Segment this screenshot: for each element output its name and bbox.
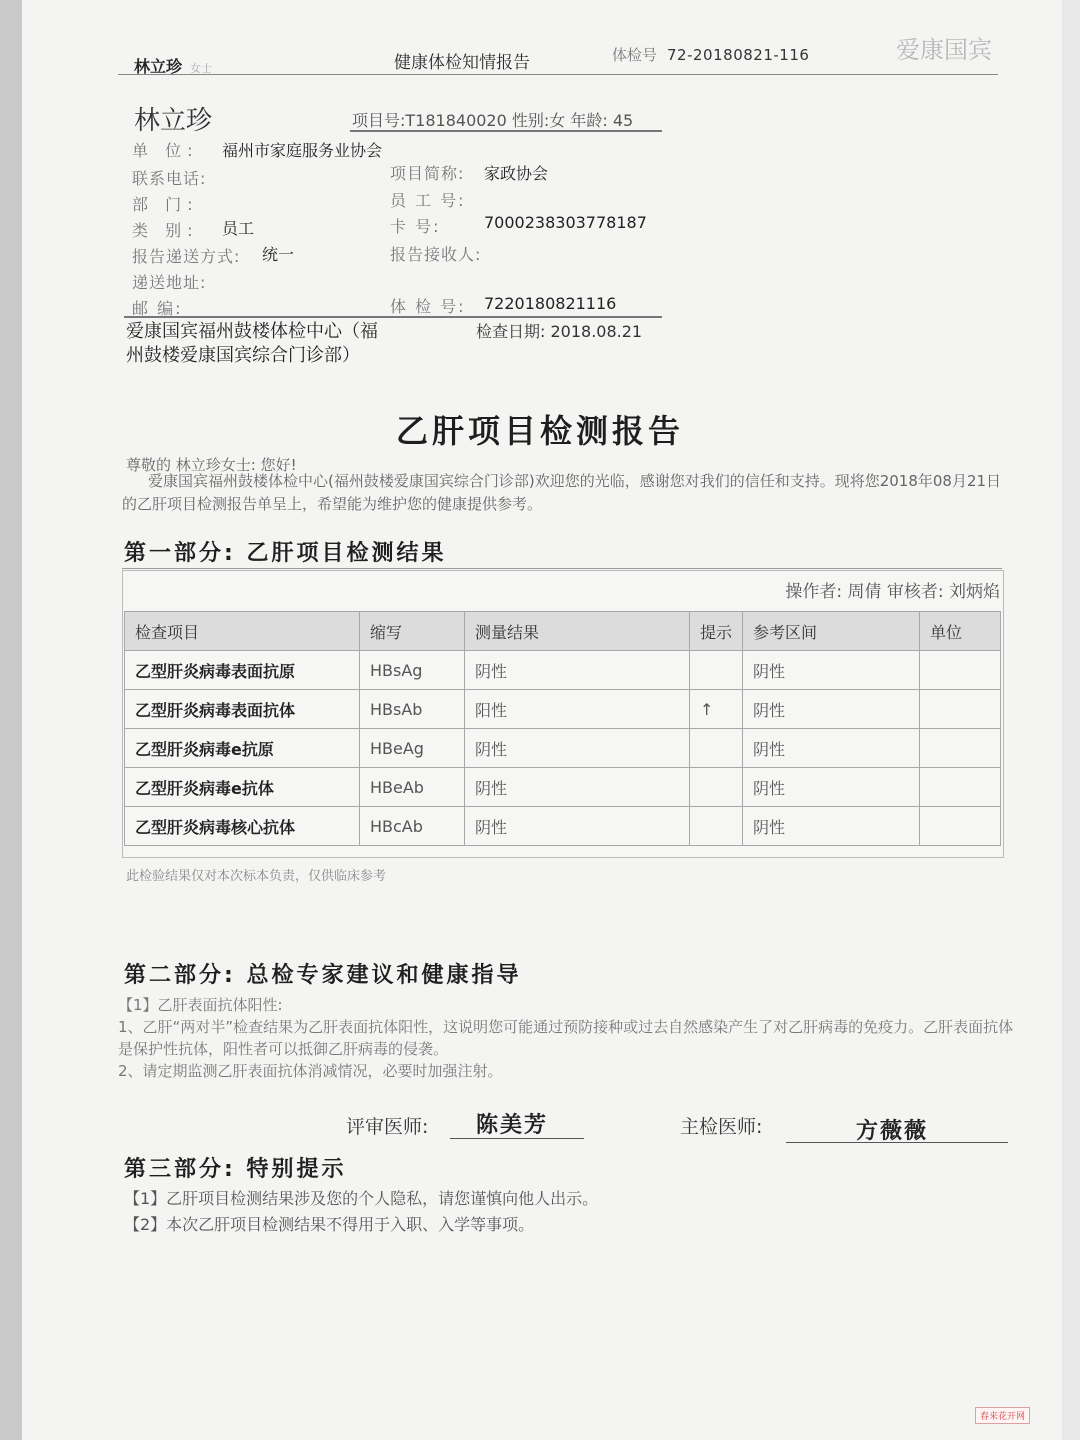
project-abbr-value: 家政协会 [484,164,549,183]
reviewer-label: 评审医师: [346,1116,429,1138]
col-header-hint: 提示 [690,612,743,651]
tip-1: 【1】乙肝项目检测结果涉及您的个人隐私，请您谨慎向他人出示。 [124,1189,599,1208]
chief-signature: 方薇薇 [856,1118,929,1144]
receiver-label: 报告接收人: [390,245,482,264]
cell-unit [920,690,1001,729]
cell-abbr: HBsAg [360,651,465,690]
cell-item: 乙型肝炎病毒核心抗体 [125,807,360,846]
cell-range: 阴性 [743,651,920,690]
report-title: 乙肝项目检测报告 [395,412,684,450]
part3-title: 第三部分: 特别提示 [124,1157,347,1182]
exam-no-value: 7220180821116 [484,294,617,313]
cell-result: 阴性 [465,729,690,768]
cell-range: 阴性 [743,807,920,846]
card-label: 卡 号: [390,217,441,236]
unit-value: 福州市家庭服务业协会 [222,141,383,160]
card-value: 7000238303778187 [484,213,647,232]
cell-hint: ↑ [690,690,743,729]
table-row [125,690,1001,729]
table-row [125,807,1001,846]
cell-unit [920,651,1001,690]
staff-no-label: 员 工 号: [390,191,466,210]
header-title: 健康体检知情报告 [394,53,530,73]
profile-divider-top [350,130,662,132]
advice-paragraph-2: 2、请定期监测乙肝表面抗体消减情况，必要时加强注射。 [118,1062,503,1080]
part2-title: 第二部分: 总检专家建议和健康指导 [124,963,522,988]
cell-abbr: HBeAg [360,729,465,768]
phone-label: 联系电话: [132,169,207,188]
exam-center: 爱康国宾福州鼓楼体检中心（福州鼓楼爱康国宾综合门诊部） [126,321,378,366]
header-patient-name: 林立珍 女士 [134,57,213,76]
cell-item: 乙型肝炎病毒e抗原 [125,729,360,768]
cell-unit [920,729,1001,768]
cell-range: 阴性 [743,768,920,807]
address-label: 递送地址: [132,273,207,292]
brand-logo: 爱康国宾 [896,36,992,64]
cell-hint [690,651,743,690]
part1-title: 第一部分: 乙肝项目检测结果 [124,541,447,566]
col-header-result: 测量结果 [465,612,690,651]
cell-unit [920,768,1001,807]
project-line: 项目号:T181840020 性别:女 年龄: 45 [352,111,634,130]
intro-paragraph: 爱康国宾福州鼓楼体检中心(福州鼓楼爱康国宾综合门诊部)欢迎您的光临，感谢您对我们的信任和支持。现将您2018年08月21日的乙肝项目检测报告单呈上，希望能为维护您的健康提供参考。 [122,472,1002,513]
header-name-suffix: 女士 [190,62,213,75]
cell-range: 阴性 [743,690,920,729]
cell-result: 阴性 [465,651,690,690]
exam-no-label: 体 检 号: [390,297,466,316]
cell-result: 阴性 [465,768,690,807]
table-row [125,729,1001,768]
category-value: 员工 [222,219,255,238]
col-header-abbr: 缩写 [360,612,465,651]
cell-hint [690,807,743,846]
operator-reviewer: 操作者: 周倩 审核者: 刘炳焰 [785,582,1000,602]
advice-heading: 【1】乙肝表面抗体阳性: [118,996,283,1014]
reviewer-sign-line [450,1138,584,1139]
greeting: 尊敬的 林立珍女士: 您好! [126,456,297,474]
project-abbr-label: 项目简称: [390,164,465,183]
chief-sign-line [786,1142,1008,1143]
cell-abbr: HBcAb [360,807,465,846]
results-footnote: 此检验结果仅对本次标本负责，仅供临床参考 [126,869,387,884]
table-row [125,651,1001,690]
site-watermark: 春来花开网 [975,1407,1030,1424]
chief-label: 主检医师: [680,1116,763,1138]
cell-item: 乙型肝炎病毒e抗体 [125,768,360,807]
table-row [125,768,1001,807]
cell-result: 阳性 [465,690,690,729]
patient-name: 林立珍 [134,106,213,136]
header-divider [118,74,998,75]
cell-item: 乙型肝炎病毒表面抗原 [125,651,360,690]
tip-2: 【2】本次乙肝项目检测结果不得用于入职、入学等事项。 [124,1215,535,1234]
category-label: 类 别: [132,221,199,240]
cell-abbr: HBeAb [360,768,465,807]
exam-date: 检查日期: 2018.08.21 [476,322,643,341]
col-header-unit: 单位 [920,612,1001,651]
cell-abbr: HBsAb [360,690,465,729]
cell-hint [690,768,743,807]
cell-result: 阴性 [465,807,690,846]
cell-unit [920,807,1001,846]
part1-rule [122,568,1002,569]
reviewer-signature: 陈美芳 [476,1112,549,1138]
cell-range: 阴性 [743,729,920,768]
delivery-label: 报告递送方式: [132,247,241,266]
advice-paragraph-1: 1、乙肝“两对半”检查结果为乙肝表面抗体阳性，这说明您可能通过预防接种或过去自然感染产生了对乙肝病毒的免疫力。乙肝表面抗体是保护性抗体，阳性者可以抵御乙肝病毒的侵袭。 [118,1018,1014,1058]
profile-divider-bottom [124,316,662,318]
photo-edge [0,0,22,1440]
col-header-item: 检查项目 [125,612,360,651]
table-header-row [125,612,1001,651]
cell-item: 乙型肝炎病毒表面抗体 [125,690,360,729]
cell-hint [690,729,743,768]
col-header-range: 参考区间 [743,612,920,651]
dept-label: 部 门: [132,195,199,214]
header-exam-no: 体检号 72-20180821-116 [612,46,810,64]
postcode-label: 邮 编: [132,299,183,318]
delivery-value: 统一 [262,245,295,264]
unit-label: 单 位: [132,141,199,160]
results-table [124,611,1001,846]
